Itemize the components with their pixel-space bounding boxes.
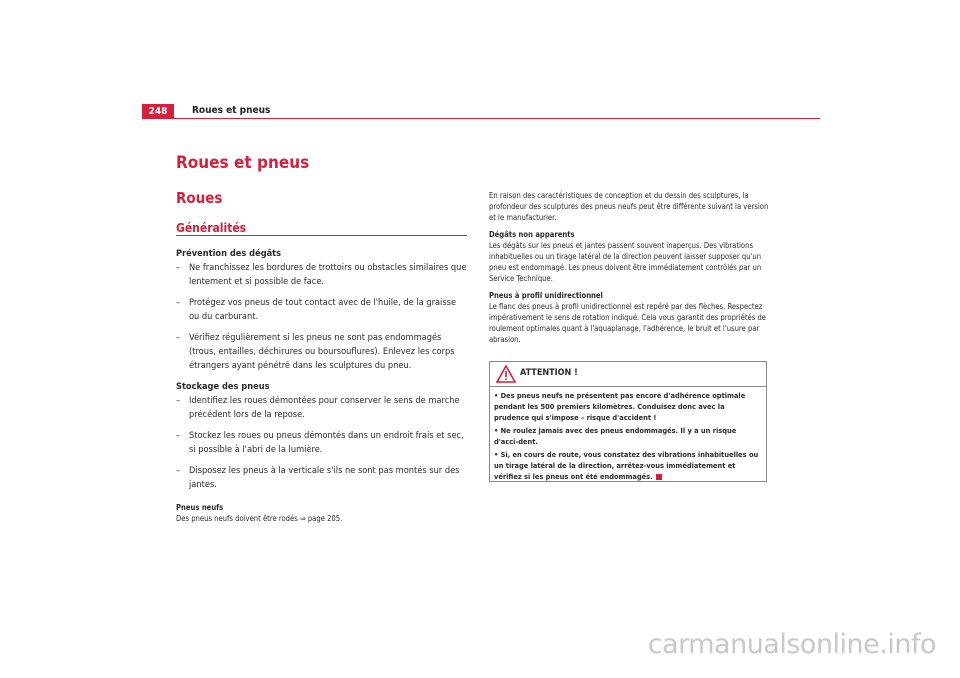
list-item: – Identifiez les roues démontées pour conserver le sens de marche précédent lors de la repose. [176,395,460,420]
prevention-heading: Prévention des dégâts [176,248,282,259]
list-item: – Disposez les pneus à la verticale s'ils ne sont pas montés sur des jantes. [176,465,460,490]
list-item: – Stockez les roues ou pneus démontés dans un endroit frais et sec, si possible à l'abri de la lumière. [176,430,464,455]
dash-marker: – [176,297,181,308]
subsection-rule [176,235,467,236]
bullet-marker: • [494,391,499,400]
dash-marker: – [176,262,181,273]
warning-item: • Ne roulez jamais avec des pneus endommagés. Il y a un risque d'acci-dent. [494,426,737,446]
bullet-marker: • [494,450,499,459]
section-title: Roues [176,189,223,207]
right-column [489,190,771,345]
warning-triangle-icon [496,365,516,387]
list-item: – Ne franchissez les bordures de trottoirs ou obstacles similaires que lentement et si possible de face. [176,262,467,287]
prevention-list [176,261,468,373]
damage-heading: Dégâts non apparents [489,230,575,239]
warning-item: • Des pneus neufs ne présentent pas encore d'adhérence optimale pendant les 500 premiers kilomètres. Conduisez donc avec la prudence qui s'impose – risque d'accident ! [494,391,746,422]
new-tires-heading: Pneus neufs [176,503,224,512]
dash-marker: – [176,430,181,441]
list-item: – Protégez vos pneus de tout contact avec de l'huile, de la graisse ou du carburant. [176,297,457,322]
warning-item: • Si, en cours de route, vous constatez des vibrations inhabituelles ou un tirage latéral de la direction, arrêtez-vous immédiatement et vérifiez si les pneus ont été endommagés. [494,450,759,481]
intro-paragraph: En raison des caractéristiques de conception et du dessin des sculptures, la profondeur des sculptures des pneus neufs peut être différente suivant la version et le manufacturier. [489,191,769,222]
warning-box [489,361,767,482]
dash-marker: – [176,395,181,406]
watermark: carmanualsonline.info [647,629,936,660]
unidirectional-heading: Pneus à profil unidirectionnel [489,291,603,300]
storage-list [176,394,468,492]
list-item: – Vérifiez régulièrement si les pneus ne sont pas endommagés (trous, entailles, déchirures ou boursouflures). Enlevez les corps étrangers ayant pénétré dans les sculptures du pneu. [176,332,455,371]
unidirectional-paragraph: Le flanc des pneus à profil unidirectionnel est repéré par des flèches. Respectez impérativement le sens de rotation indiqué. Cela vous garantit des propriétés de roulement optimales quant à l'aquaplanage, l'adhérence, le bruit et l'usure par abrasion. [489,302,766,344]
damage-paragraph: Les dégâts sur les pneus et jantes passent souvent inaperçus. Des vibrations inhabituelles ou un tirage latéral de la direction peuvent laisser supposer qu'un pneu est endommagé. Les pneus doivent être immédiatement contrôlés par un Service Technique. [489,241,762,283]
end-of-section-square-icon [656,474,662,480]
warning-title: ATTENTION ! [520,368,578,378]
warning-body [490,387,766,482]
storage-heading: Stockage des pneus [176,381,270,392]
dash-marker: – [176,465,181,476]
warning-header [490,362,766,387]
bullet-marker: • [494,426,499,435]
subsection-title: Généralités [176,221,247,235]
page-number: 248 [142,104,174,119]
chapter-title: Roues et pneus [176,153,310,173]
running-header-title: Roues et pneus [192,105,271,116]
header-rule [174,118,820,119]
new-tires-text: Des pneus neufs doivent être rodés ⇒ page 205. [176,514,343,523]
left-column [176,247,468,524]
dash-marker: – [176,332,181,343]
